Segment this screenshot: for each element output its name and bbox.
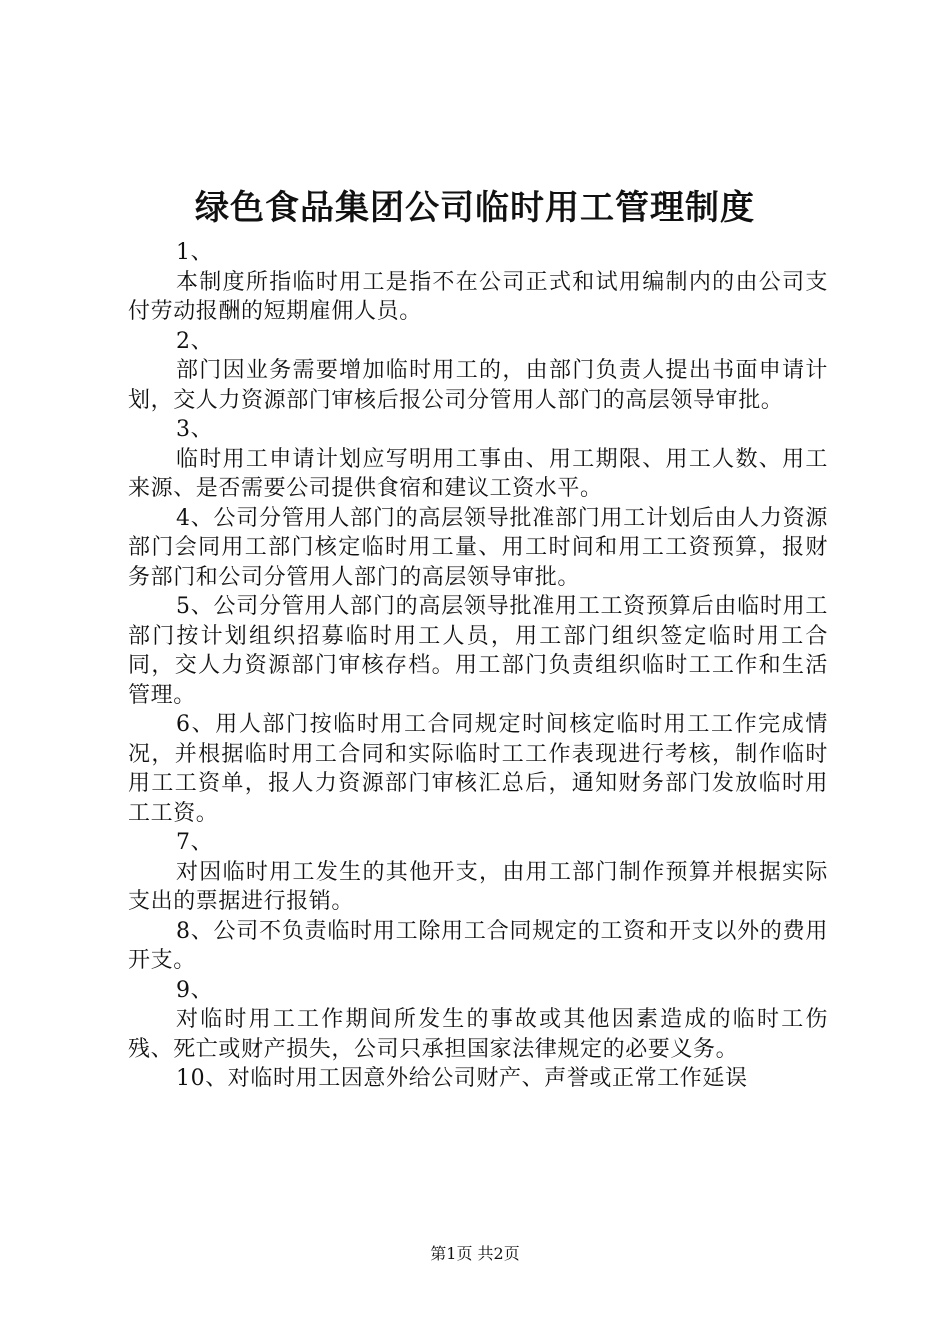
clause-text: 对因临时用工发生的其他开支，由用工部门制作预算并根据实际支出的票据进行报销。 [128, 859, 828, 914]
clause-number: 9、 [176, 977, 214, 1003]
clause-number: 7、 [176, 830, 214, 855]
clause-text: 6、用人部门按临时用工合同规定时间核定临时用工工作完成情况，并根据临时用工合同和实际临时工工作表现进行考核，制作临时用工工资单，报人力资源部门审核汇总后，通知财务部门发放临时用工工资。 [128, 712, 828, 826]
clause-text: 4、公司分管用人部门的高层领导批准部门用工计划后由人力资源部门会同用工部门核定临时用工量、用工时间和用工工资预算，报财务部门和公司分管用人部门的高层领导审批。 [128, 505, 828, 590]
clause-text: 5、公司分管用人部门的高层领导批准用工工资预算后由临时用工部门按计划组织招募临时用工人员，用工部门组织签定临时用工合同，交人力资源部门审核存档。用工部门负责组织临时工工作和生活管理。 [128, 594, 828, 708]
clause-number: 2、 [176, 328, 214, 354]
clause-text: 临时用工申请计划应写明用工事由、用工期限、用工人数、用工来源、是否需要公司提供食宿和建议工资水平。 [128, 446, 828, 501]
document-body [128, 238, 828, 1094]
clause-number: 3、 [176, 417, 214, 442]
clause-text: 8、公司不负责临时用工除用工合同规定的工资和开支以外的费用开支。 [128, 918, 828, 973]
clause-text: 部门因业务需要增加临时用工的，由部门负责人提出书面申请计划，交人力资源部门审核后报公司分管用人部门的高层领导审批。 [128, 358, 828, 413]
clause-number: 1、 [176, 240, 214, 265]
clause-text: 10、对临时用工因意外给公司财产、声誉或正常工作延误 [176, 1066, 748, 1091]
page-title: 绿色食品集团公司临时用工管理制度 [195, 188, 755, 228]
clause-text: 本制度所指临时用工是指不在公司正式和试用编制内的由公司支付劳动报酬的短期雇佣人员。 [128, 269, 828, 324]
clause-text: 对临时用工工作期间所发生的事故或其他因素造成的临时工伤残、死亡或财产损失，公司只承担国家法律规定的必要义务。 [128, 1007, 828, 1062]
page-footer: 第1页 共2页 [430, 1244, 520, 1263]
